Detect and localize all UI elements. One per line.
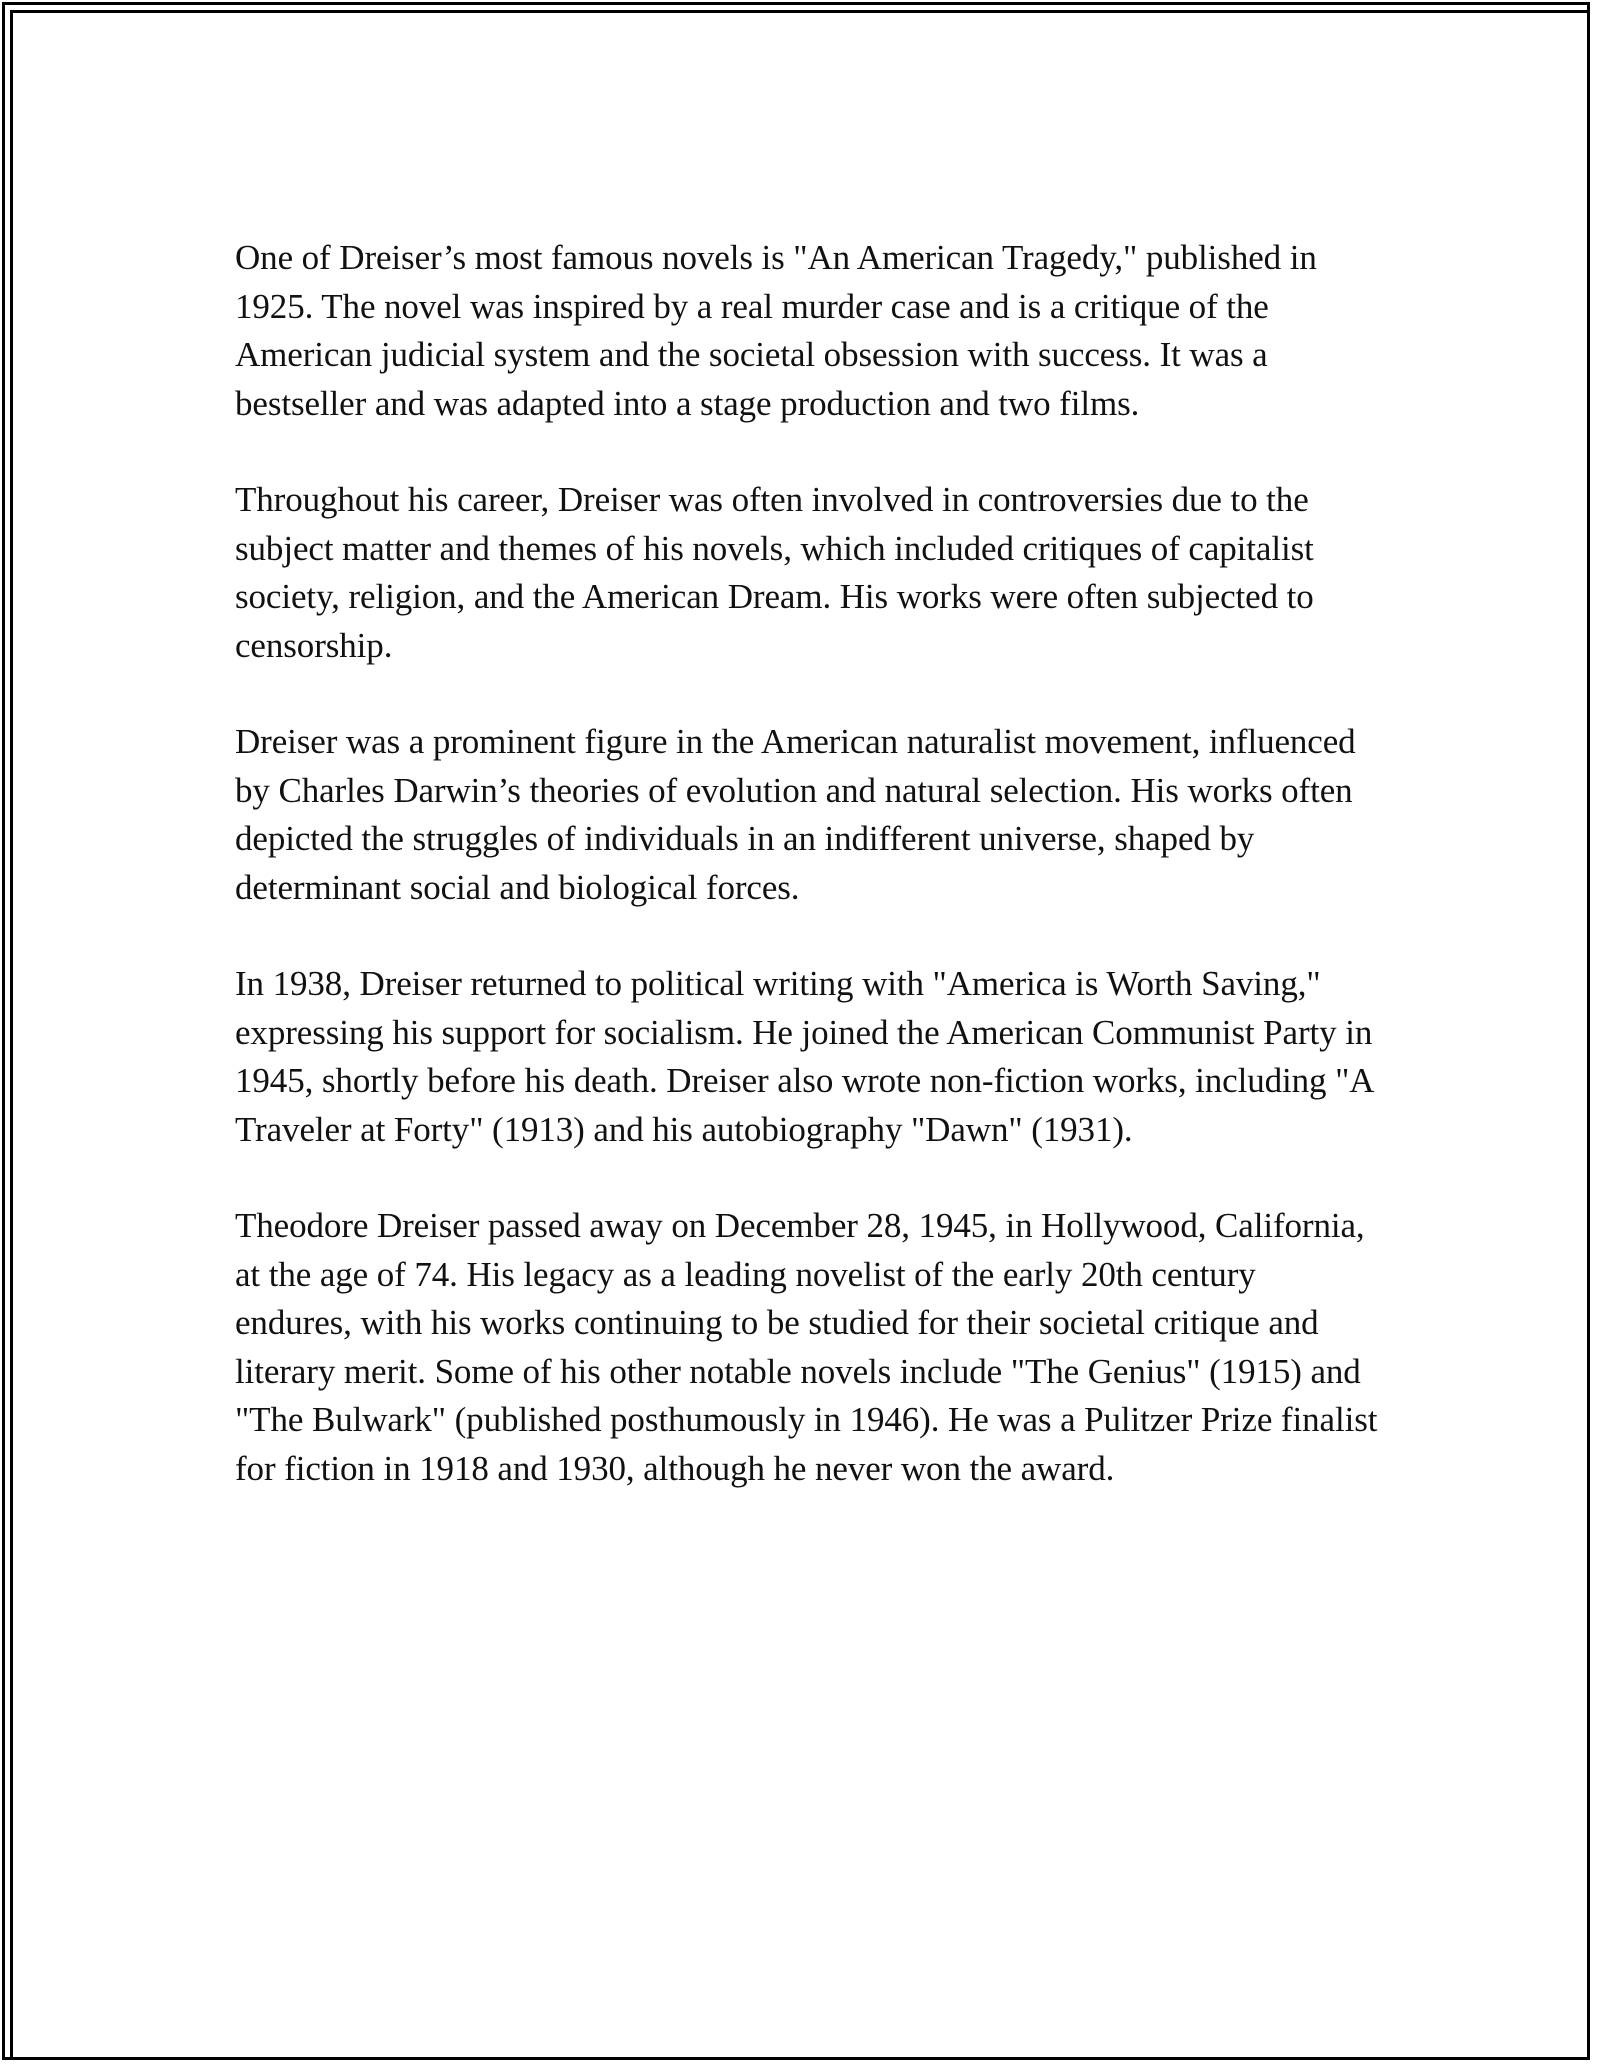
paragraph-naturalist-movement: Dreiser was a prominent figure in the American naturalist movement, influenced by Charles Darwin’s theories of evolution and natural selection. His works often depicted the struggles of individuals in an indifferent universe, shaped by determinant social and biological forces. <box>235 722 1356 907</box>
paragraph-controversies: Throughout his career, Dreiser was often involved in controversies due to the subject matter and themes of his novels, which included critiques of capitalist society, religion, and the American Dream. His works were often subjected to censorship. <box>235 480 1314 665</box>
paragraph-american-tragedy: One of Dreiser’s most famous novels is "An American Tragedy," published in 1925. The novel was inspired by a real murder case and is a critique of the American judicial system and the societal obsession with success. It was a bestseller and was adapted into a stage production and two films. <box>235 238 1317 423</box>
paragraph-death-and-legacy: Theodore Dreiser passed away on December 28, 1945, in Hollywood, California, at the age of 74. His legacy as a leading novelist of the early 20th century endures, with his works continuing to be studied for their societal critique and literary merit. Some of his other notable novels include "The Genius" (1915) and "The Bulwark" (published posthumously in 1946). He was a Pulitzer Prize finalist for fiction in 1918 and 1930, although he never won the award. <box>235 1206 1378 1488</box>
paragraph-political-writing: In 1938, Dreiser returned to political writing with "America is Worth Saving," expressing his support for socialism. He joined the American Communist Party in 1945, shortly before his death. Dreiser also wrote non-fiction works, including "A Traveler at Forty" (1913) and his autobiography "Dawn" (1931). <box>235 964 1373 1149</box>
document-body <box>235 234 1380 1541</box>
